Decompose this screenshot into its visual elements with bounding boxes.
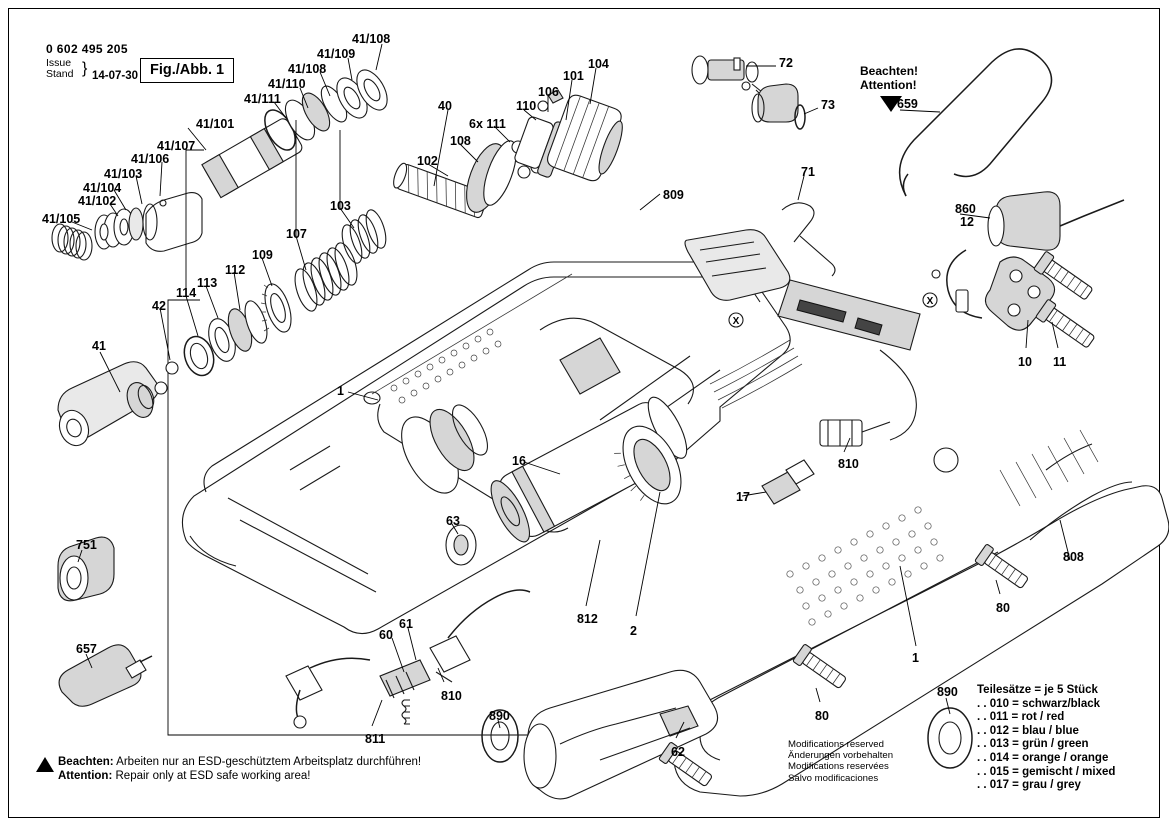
warning-triangle-icon (36, 757, 54, 772)
part-number: 0 602 495 205 (46, 42, 128, 56)
part-callout-103: 103 (330, 199, 351, 213)
part-callout-1: 1 (912, 651, 919, 665)
part-callout-41-108: 41/108 (288, 62, 327, 76)
part-callout-751: 751 (76, 538, 97, 552)
part-callout-104: 104 (588, 57, 609, 71)
part-callout-810: 810 (838, 457, 859, 471)
part-callout-63: 63 (446, 514, 460, 528)
part-callout-109: 109 (252, 248, 273, 262)
part-callout-41-101: 41/101 (196, 117, 235, 131)
part-callout-71: 71 (801, 165, 815, 179)
part-callout-102: 102 (417, 154, 438, 168)
attention-callout-de: Beachten! (860, 64, 919, 78)
part-callout-80: 80 (996, 601, 1010, 615)
part-callout-72: 72 (779, 56, 793, 70)
part-callout-41-110: 41/110 (268, 77, 306, 91)
esd-notice-en-label: Attention: (58, 769, 113, 782)
attention-callout (860, 65, 918, 92)
legend-item-3: . . 013 = grün / green (977, 738, 1089, 751)
part-callout-60: 60 (379, 628, 393, 642)
legend-item-0: . . 010 = schwarz/black (977, 697, 1101, 710)
esd-notice-en (58, 770, 421, 784)
part-callout-16: 16 (512, 454, 526, 468)
part-callout-11: 11 (1053, 355, 1067, 369)
issue-label: Issue (46, 57, 72, 69)
part-callout-61: 61 (399, 617, 413, 631)
part-callout-41-102: 41/102 (78, 194, 117, 208)
esd-notice-de (58, 756, 421, 770)
part-callout-890: 890 (489, 709, 510, 723)
part-callout-110: 110 (516, 99, 537, 113)
part-callout-17: 17 (736, 490, 750, 504)
part-callout-41-109: 41/109 (317, 47, 356, 61)
parts-set-legend (977, 684, 1115, 793)
part-callout-6x-111: 6x 111 (469, 117, 506, 131)
part-callout-812: 812 (577, 612, 598, 626)
legend-item-6: . . 017 = grau / grey (977, 779, 1081, 792)
part-callout-80: 80 (815, 709, 829, 723)
part-callout-42: 42 (152, 299, 166, 313)
part-callout-890: 890 (937, 685, 958, 699)
esd-notice-de-text: Arbeiten nur an ESD-geschütztem Arbeitsplatz durchführen! (116, 756, 422, 768)
modifications-notice (788, 739, 893, 784)
part-callout-112: 112 (225, 263, 246, 277)
legend-item-1: . . 011 = rot / red (977, 711, 1065, 724)
part-callout-41: 41 (92, 339, 106, 353)
esd-notice-de-label: Beachten: (58, 756, 114, 768)
part-callout-659: 659 (897, 97, 918, 111)
part-callout-809: 809 (663, 188, 684, 202)
esd-notice (58, 756, 421, 783)
part-callout-40: 40 (438, 99, 452, 113)
part-callout-10: 10 (1018, 355, 1032, 369)
part-callout-101: 101 (563, 69, 584, 83)
part-callout-62: 62 (671, 745, 685, 759)
part-callout-41-108: 41/108 (352, 32, 391, 46)
legend-item-2: . . 012 = blau / blue (977, 724, 1079, 737)
attention-callout-en: Attention! (860, 77, 917, 92)
part-callout-1: 1 (337, 384, 344, 398)
part-callout-41-104: 41/104 (83, 181, 122, 195)
modifications-line-3: Salvo modificaciones (788, 772, 879, 784)
part-callout-41-105: 41/105 (42, 212, 81, 226)
part-callout-107: 107 (286, 227, 307, 241)
issue-brace: } (82, 60, 88, 77)
part-callout-41-111: 41/111 (244, 92, 281, 106)
part-callout-41-106: 41/106 (131, 152, 170, 166)
svg-text:X: X (732, 316, 740, 327)
issue-stand-label (46, 58, 73, 80)
issue-date: 14-07-30 (92, 70, 139, 82)
part-callout-114: 114 (176, 286, 197, 300)
legend-item-5: . . 015 = gemischt / mixed (977, 765, 1116, 778)
modifications-line-0: Modifications reserved (788, 739, 884, 750)
modifications-line-2: Modifications reservées (788, 761, 889, 773)
legend-item-4: . . 014 = orange / orange (977, 751, 1109, 764)
part-callout-41-103: 41/103 (104, 167, 143, 181)
part-callout-12: 12 (960, 215, 974, 229)
part-callout-108: 108 (450, 134, 471, 148)
part-callout-657: 657 (76, 642, 97, 656)
part-callout-41-107: 41/107 (157, 139, 196, 153)
figure-label: Fig./Abb. 1 (140, 58, 234, 83)
part-callout-808: 808 (1063, 550, 1084, 564)
legend-title: Teilesätze = je 5 Stück (977, 684, 1098, 696)
part-callout-860: 860 (955, 202, 976, 216)
part-callout-73: 73 (821, 98, 835, 112)
stand-label: Stand (46, 68, 74, 80)
part-callout-113: 113 (197, 276, 218, 290)
svg-text:X: X (926, 296, 934, 307)
part-callout-2: 2 (630, 624, 637, 638)
part-callout-106: 106 (538, 85, 559, 99)
part-callout-810: 810 (441, 689, 462, 703)
modifications-line-1: Änderungen vorbehalten (788, 750, 894, 762)
esd-notice-en-text: Repair only at ESD safe working area! (115, 769, 311, 782)
part-callout-811: 811 (365, 732, 386, 746)
